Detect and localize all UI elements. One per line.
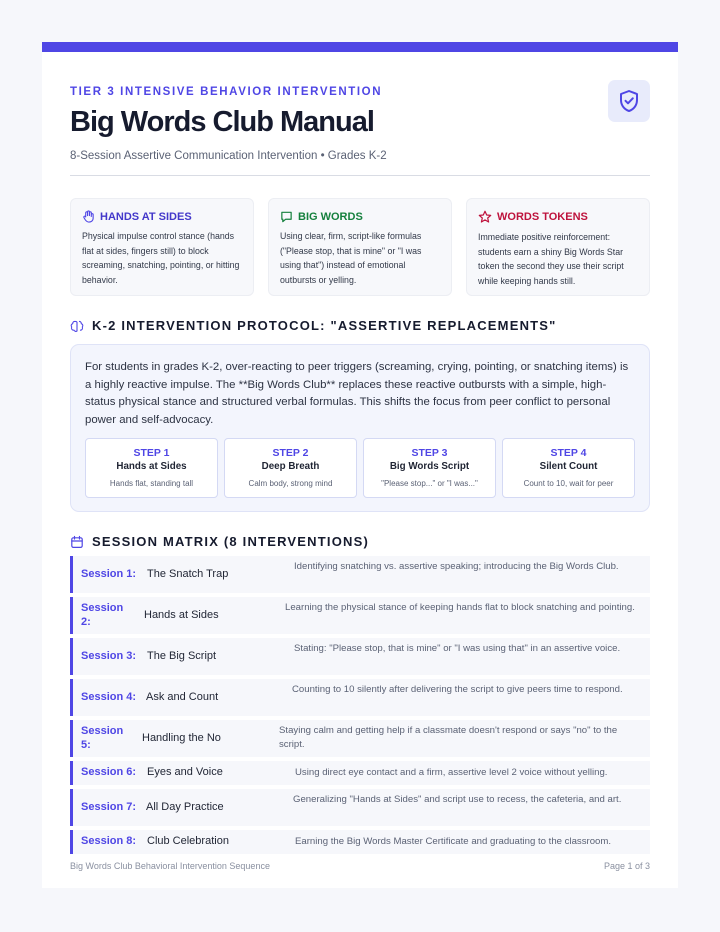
session-name: Club Celebration — [147, 835, 229, 847]
session-row — [70, 679, 650, 716]
session-row — [70, 720, 650, 757]
session-name: Hands at Sides — [144, 609, 219, 621]
step-name: Hands at Sides — [116, 461, 187, 472]
document-page — [42, 42, 678, 888]
protocol-heading-text: K-2 INTERVENTION PROTOCOL: "ASSERTIVE REPLACEMENTS" — [92, 318, 557, 333]
page-number: Page 1 of 3 — [603, 861, 650, 871]
protocol-steps — [85, 438, 635, 498]
protocol-heading — [70, 318, 557, 333]
page-subtitle: 8-Session Assertive Communication Intervention • Grades K-2 — [70, 150, 387, 162]
calendar-icon — [70, 535, 84, 549]
session-name: Handling the No — [142, 732, 221, 744]
step-desc: Hands flat, standing tall — [109, 479, 194, 488]
session-desc: Using direct eye contact and a firm, assertive level 2 voice without yelling. — [295, 767, 608, 778]
protocol-intro: For students in grades K-2, over-reacting to peer triggers (screaming, crying, pointing, or snatching items) is a highly reactive impulse. The **Big Words Club** replaces these reactive outbursts with a simple, high-status physical stance and structured verbal formulas. This shifts the focus from peer conflict to personal power and self-advocacy. — [85, 361, 629, 426]
feature-cards — [70, 198, 650, 296]
session-desc: Stating: "Please stop, that is mine" or "I was using that" in an assertive voice. — [294, 643, 621, 654]
step-desc: Calm body, strong mind — [248, 479, 333, 488]
protocol-box — [70, 344, 650, 512]
speech-bubble-icon — [280, 210, 293, 223]
header-divider — [70, 175, 650, 176]
card-body: Physical impulse control stance (hands flat at sides, fingers still) to block screaming, snatching, pointing, or hitting behavior. — [82, 231, 240, 285]
brain-icon — [70, 319, 84, 333]
session-desc: Counting to 10 silently after delivering the script to give peers time to respond. — [292, 684, 623, 695]
step-name: Silent Count — [539, 461, 598, 472]
shield-check-icon — [608, 80, 650, 122]
matrix-heading — [70, 534, 369, 549]
session-number: Session 1: — [81, 568, 137, 580]
card-words-tokens — [466, 198, 650, 296]
step-name: Deep Breath — [261, 461, 320, 472]
session-number: Session 4: — [81, 691, 137, 703]
session-desc: Learning the physical stance of keeping hands flat to block snatching and pointing. — [285, 602, 635, 613]
step-number: STEP 3 — [411, 447, 448, 459]
session-name: The Snatch Trap — [147, 568, 229, 580]
matrix-heading-text: SESSION MATRIX (8 INTERVENTIONS) — [92, 534, 370, 549]
session-desc: Earning the Big Words Master Certificate and graduating to the classroom. — [295, 836, 612, 847]
star-icon — [478, 210, 492, 224]
card-hands-at-sides — [70, 198, 254, 296]
session-row — [70, 638, 650, 675]
hand-icon — [82, 210, 95, 223]
card-title: WORDS TOKENS — [497, 211, 588, 223]
page-title: Big Words Club Manual — [70, 106, 374, 138]
step-name: Big Words Script — [389, 461, 470, 472]
session-row — [70, 789, 650, 826]
page-footer — [70, 861, 650, 871]
card-big-words — [268, 198, 452, 296]
step-card — [363, 438, 496, 498]
session-number: Session 8: — [81, 835, 137, 847]
session-desc: Generalizing "Hands at Sides" and script use to recess, the cafeteria, and art. — [293, 794, 622, 805]
session-row — [70, 556, 650, 593]
step-number: STEP 1 — [133, 447, 170, 459]
step-desc: Count to 10, wait for peer — [523, 479, 614, 488]
session-name: The Big Script — [147, 650, 217, 662]
session-number: Session 6: — [81, 766, 137, 778]
card-body: Using clear, firm, script-like formulas ("Please stop, that is mine" or "I was using that") instead of emotional outbursts or yelling. — [280, 231, 422, 285]
card-title: BIG WORDS — [298, 210, 363, 223]
session-name: Ask and Count — [146, 691, 219, 703]
card-title: HANDS AT SIDES — [100, 210, 192, 223]
footer-title: Big Words Club Behavioral Intervention Sequence — [70, 861, 270, 871]
step-card — [85, 438, 218, 498]
session-number: Session 5: — [81, 725, 124, 751]
header-kicker: TIER 3 INTENSIVE BEHAVIOR INTERVENTION — [70, 86, 383, 98]
session-row — [70, 830, 650, 854]
session-desc: Identifying snatching vs. assertive speaking; introducing the Big Words Club. — [294, 561, 619, 572]
session-row — [70, 597, 650, 634]
step-card — [224, 438, 357, 498]
session-name: All Day Practice — [146, 801, 224, 813]
step-number: STEP 4 — [550, 447, 587, 459]
card-body: Immediate positive reinforcement: students earn a shiny Big Words Star token the second they use their script while keeping hands still. — [478, 232, 624, 286]
step-card — [502, 438, 635, 498]
session-desc: Staying calm and getting help if a classmate doesn't respond or says "no" to the script. — [279, 725, 618, 750]
step-desc: "Please stop..." or "I was..." — [381, 479, 478, 488]
session-row — [70, 761, 650, 785]
session-number: Session 7: — [81, 801, 137, 813]
step-number: STEP 2 — [272, 447, 309, 459]
session-number: Session 2: — [81, 602, 124, 628]
session-number: Session 3: — [81, 650, 137, 662]
session-name: Eyes and Voice — [147, 766, 223, 778]
